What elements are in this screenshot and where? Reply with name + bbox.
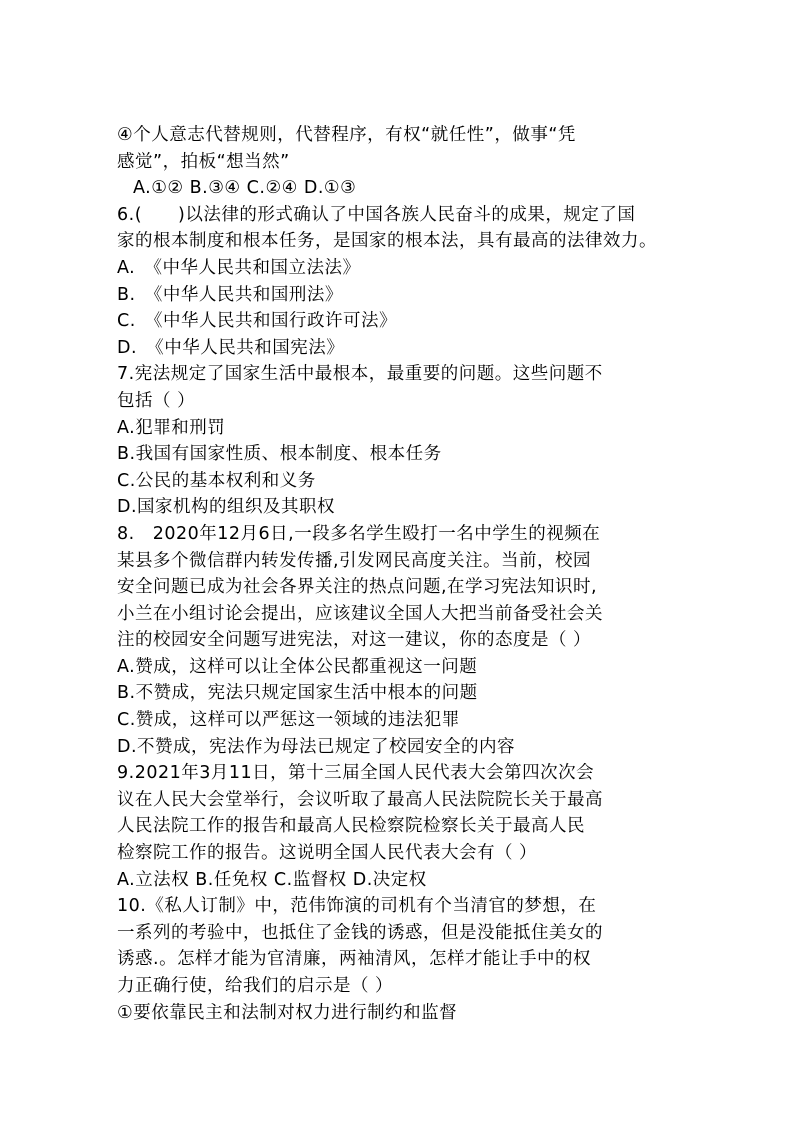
- option-a: A.犯罪和刑罚: [117, 417, 226, 438]
- option-a: A.赞成，这样可以让全体公民都重视这一问题: [117, 656, 478, 677]
- question-9: 9.2021年3月11日，第十三届全国人民代表大会第四次次会: [117, 763, 595, 784]
- answer-options-q5: A.①② B.③④ C.②④ D.①③: [133, 178, 357, 199]
- text-line: 一系列的考验中，也抵住了金钱的诱惑，但是没能抵住美女的: [117, 922, 603, 943]
- text-line: 诱惑.。怎样才能为官清廉，两袖清风，怎样才能让手中的权: [117, 949, 592, 970]
- text-line: 安全问题已成为社会各界关注的热点问题,在学习宪法知识时,: [117, 577, 598, 598]
- text-line: 家的根本制度和根本任务，是国家的根本法，具有最高的法律效力。: [117, 231, 657, 252]
- text-line: 议在人民大会堂举行，会议听取了最高人民法院院长关于最高: [117, 789, 603, 810]
- option-c: C.公民的基本权利和义务: [117, 470, 316, 491]
- text-line: 力正确行使，给我们的启示是（ ）: [117, 976, 394, 996]
- option-d: D. 《中华人民共和国宪法》: [117, 337, 345, 358]
- document-page: [117, 122, 677, 1026]
- option-b: B.不赞成，宪法只规定国家生活中根本的问题: [117, 683, 478, 704]
- option-c: C.赞成，这样可以严惩这一领域的违法犯罪: [117, 710, 460, 731]
- text-line: 检察院工作的报告。这说明全国人民代表大会有（ ）: [117, 843, 538, 864]
- question-8: 8. 2020年12月6日,一段多名学生殴打一名中学生的视频在: [117, 523, 601, 544]
- option-b: B.我国有国家性质、根本制度、根本任务: [117, 444, 442, 465]
- text-line: ④个人意志代替规则，代替程序，有权“就任性”，做事“凭: [117, 125, 576, 145]
- text-line: 注的校园安全问题写进宪法，对这一建议，你的态度是（ ）: [117, 630, 592, 651]
- option-d: D.不赞成，宪法作为母法已规定了校园安全的内容: [117, 736, 516, 757]
- question-7: 7.宪法规定了国家生活中最根本，最重要的问题。这些问题不: [117, 364, 603, 385]
- text-line: 感觉”，拍板“想当然”: [117, 151, 290, 172]
- option-a: A. 《中华人民共和国立法法》: [117, 257, 361, 278]
- question-10: 10.《私人订制》中，范伟饰演的司机有个当清官的梦想，在: [117, 896, 597, 917]
- option-d: D.国家机构的组织及其职权: [117, 497, 336, 518]
- text-line: 小兰在小组讨论会提出，应该建议全国人大把当前备受社会关: [117, 603, 603, 624]
- option-b: B. 《中华人民共和国刑法》: [117, 284, 343, 305]
- text-line: 人民法院工作的报告和最高人民检察院检察长关于最高人民: [117, 816, 585, 837]
- text-line: 某县多个微信群内转发传播,引发网民高度关注。当前，校园: [117, 550, 592, 571]
- option-c: C. 《中华人民共和国行政许可法》: [117, 311, 398, 332]
- question-6: 6.( )以法律的形式确认了中国各族人民奋斗的成果，规定了国: [117, 204, 636, 225]
- answer-options-q9: A.立法权 B.任免权 C.监督权 D.决定权: [117, 869, 427, 890]
- statement-1: ①要依靠民主和法制对权力进行制约和监督: [117, 1002, 458, 1023]
- text-line: 包括（ ）: [117, 390, 196, 411]
